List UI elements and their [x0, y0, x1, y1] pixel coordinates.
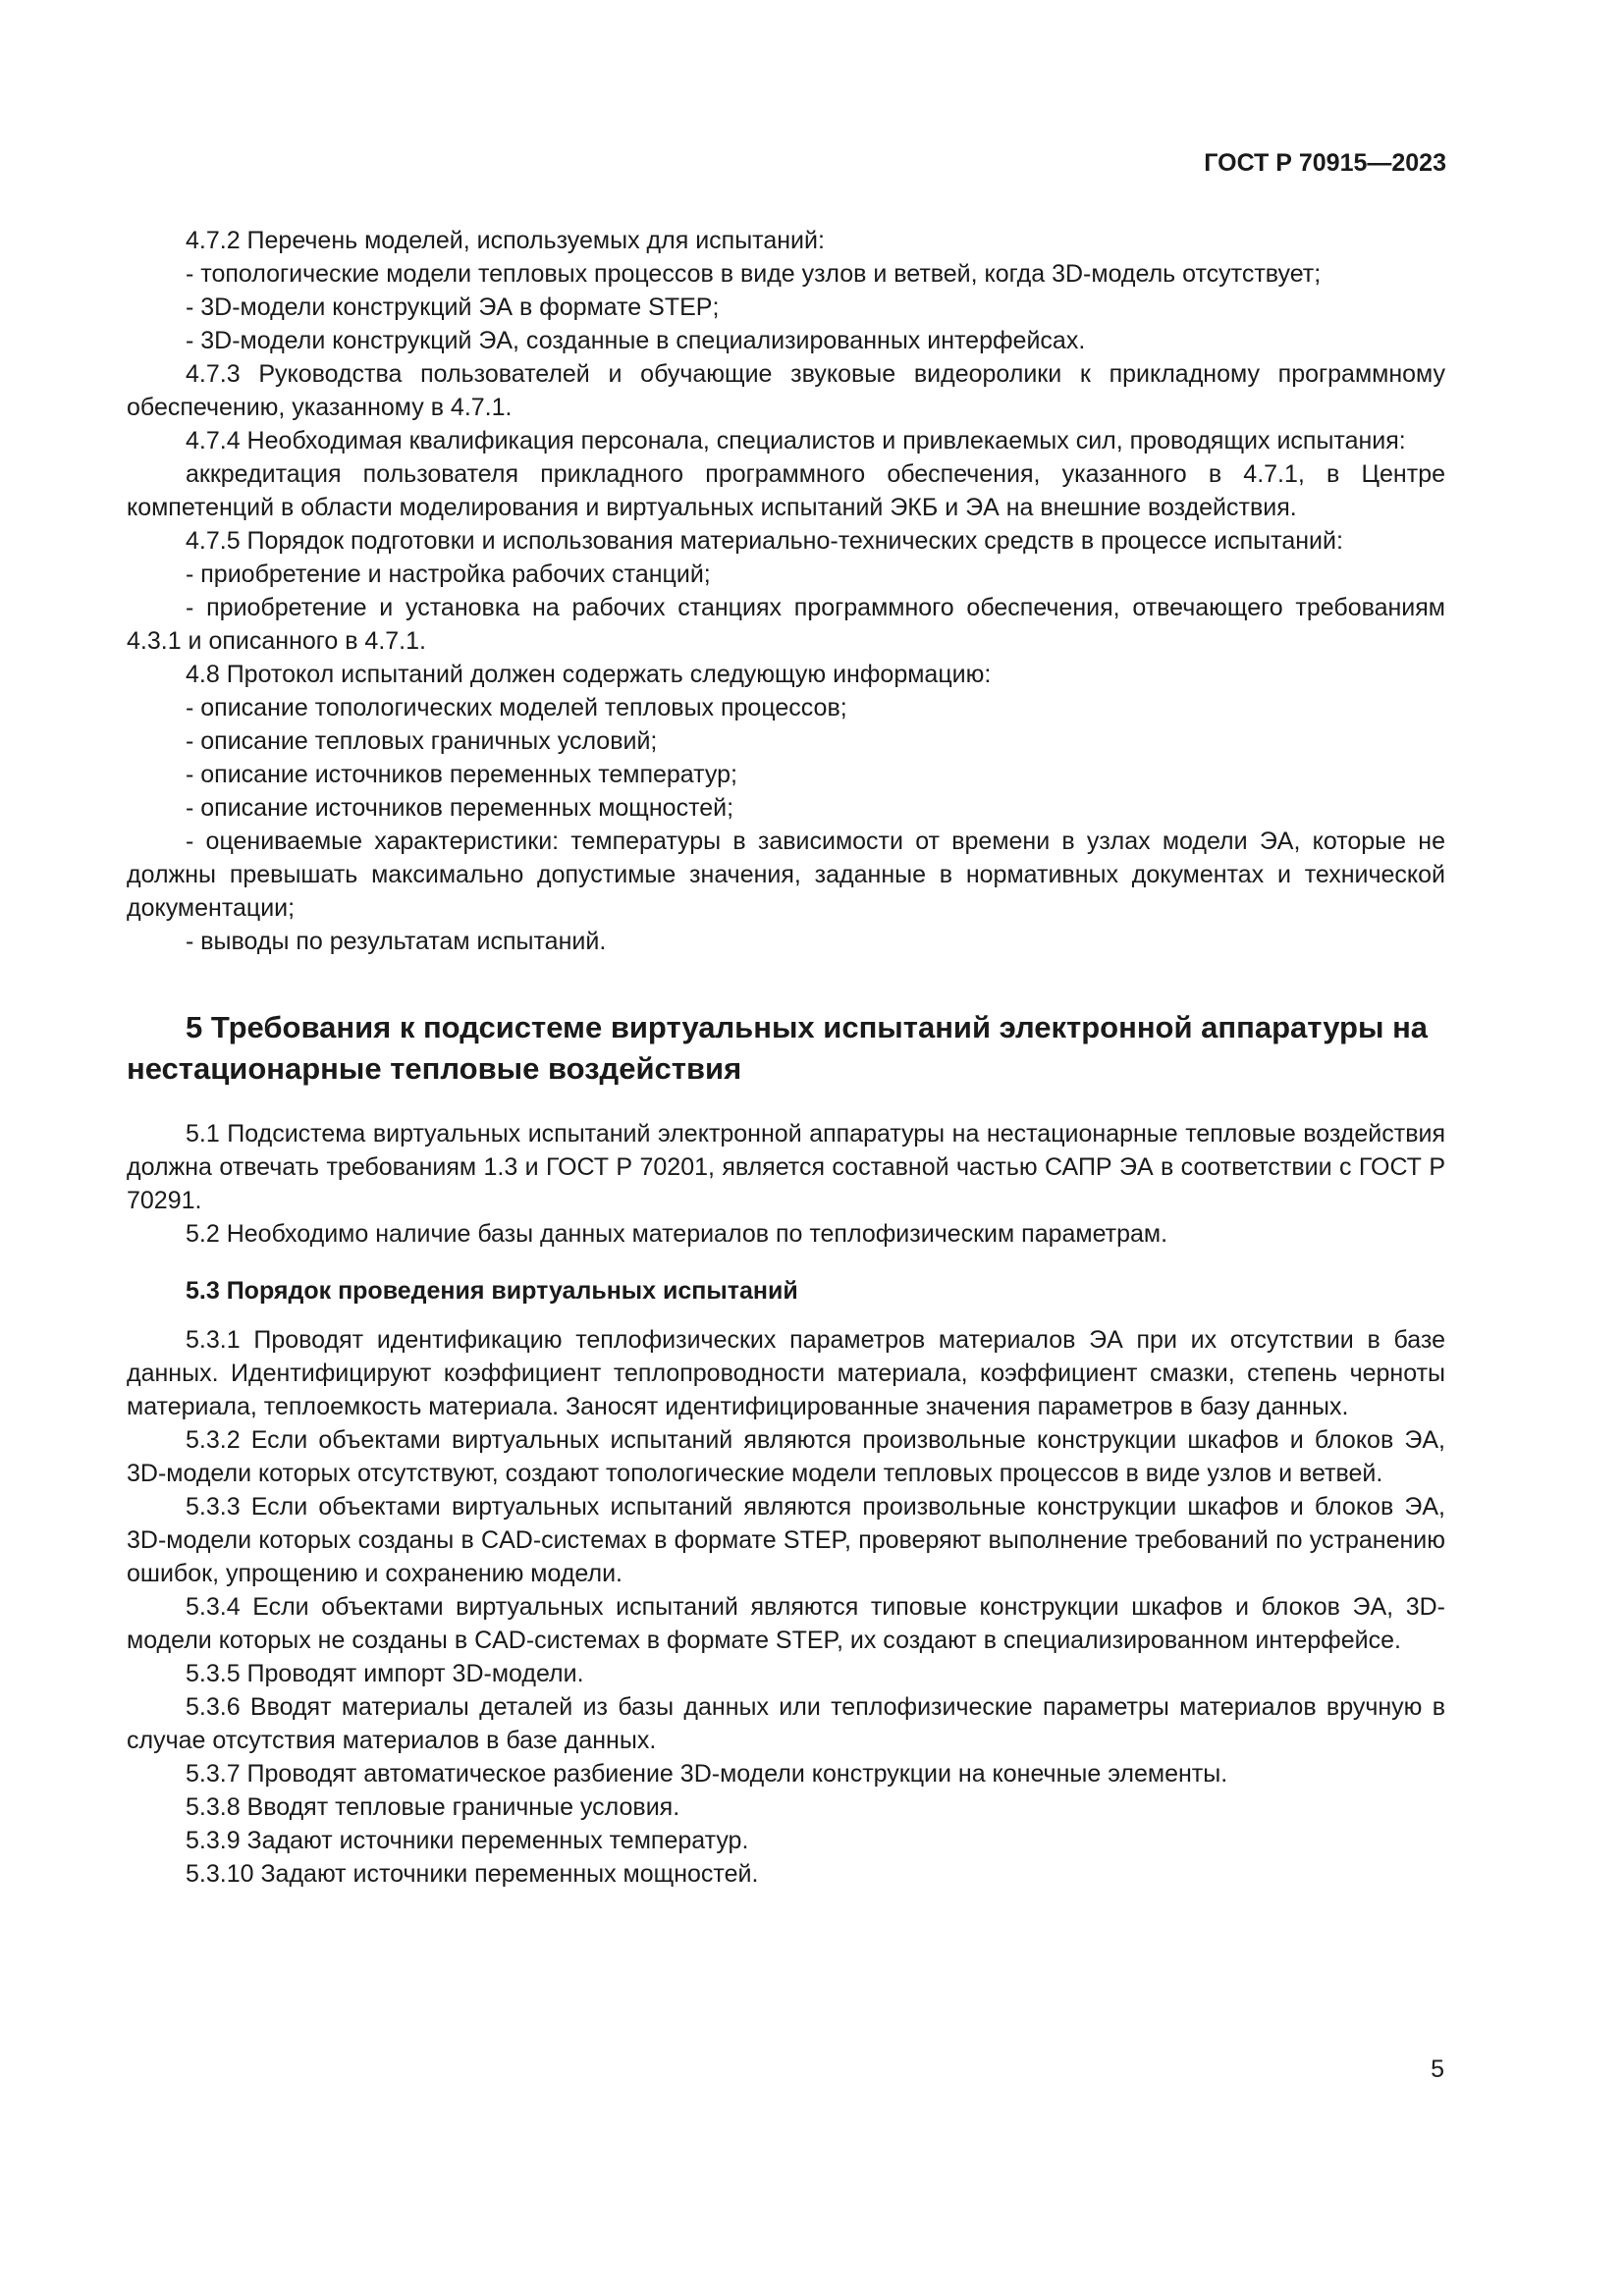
paragraph: - 3D-модели конструкций ЭА в формате STEP;: [186, 294, 720, 321]
paragraph: 4.7.5 Порядок подготовки и использования материально-технических средств в процессе испытаний:: [186, 527, 1343, 555]
paragraph: 4.7.4 Необходимая квалификация персонала, специалистов и привлекаемых сил, проводящих испытания:: [186, 427, 1406, 454]
paragraph: 5.3.3 Если объектами виртуальных испытаний являются произвольные конструкции шкафов и блоков ЭА, 3D-модели которых созданы в CAD-системах в формате STEP, проверяют выполнение требований по устранению ошибок, упрощению и сохранению модели.: [127, 1493, 1445, 1587]
paragraph: 5.3.4 Если объектами виртуальных испытаний являются типовые конструкции шкафов и блоков ЭА, 3D-модели которых не созданы в CAD-системах в формате STEP, их создают в специализированном интерфейсе.: [127, 1593, 1445, 1654]
paragraph: - приобретение и настройка рабочих станций;: [186, 561, 711, 588]
paragraph: 4.7.2 Перечень моделей, используемых для испытаний:: [186, 227, 825, 254]
subsection-heading: 5.3 Порядок проведения виртуальных испытаний: [186, 1277, 798, 1305]
paragraph: - описание источников переменных температур;: [186, 761, 737, 788]
paragraph: - выводы по результатам испытаний.: [186, 928, 607, 955]
paragraph: - оцениваемые характеристики: температуры в зависимости от времени в узлах модели ЭА, которые не должны превышать максимально допустимые значения, заданные в нормативных документах и технической документации;: [127, 828, 1445, 922]
paragraph: 5.3.7 Проводят автоматическое разбиение 3D-модели конструкции на конечные элементы.: [186, 1760, 1228, 1788]
paragraph: 5.3.1 Проводят идентификацию теплофизических параметров материалов ЭА при их отсутствии в базе данных. Идентифицируют коэффициент теплопроводности материала, коэффициент смазки, степень черноты материала, теплоемкость материала. Заносят идентифицированные значения параметров в базу данных.: [127, 1326, 1445, 1420]
paragraph: 5.3.8 Вводят тепловые граничные условия.: [186, 1793, 680, 1821]
document-body: [127, 224, 1445, 1891]
paragraph: - приобретение и установка на рабочих станциях программного обеспечения, отвечающего требованиям 4.3.1 и описанного в 4.7.1.: [127, 594, 1445, 655]
paragraph: 4.8 Протокол испытаний должен содержать следующую информацию:: [186, 661, 992, 688]
paragraph: 5.3.2 Если объектами виртуальных испытаний являются произвольные конструкции шкафов и блоков ЭА, 3D-модели которых отсутствуют, создают топологические модели тепловых процессов в виде узлов и ветвей.: [127, 1426, 1445, 1487]
paragraph: 5.3.9 Задают источники переменных температур.: [186, 1827, 749, 1854]
paragraph: 4.7.3 Руководства пользователей и обучающие звуковые видеоролики к прикладному программному обеспечению, указанному в 4.7.1.: [127, 360, 1445, 421]
paragraph: - описание топологических моделей тепловых процессов;: [186, 694, 847, 721]
paragraph: 5.3.5 Проводят импорт 3D-модели.: [186, 1660, 584, 1687]
paragraph: - описание источников переменных мощностей;: [186, 794, 734, 822]
paragraph: 5.2 Необходимо наличие базы данных материалов по теплофизическим параметрам.: [186, 1220, 1168, 1248]
paragraph: 5.1 Подсистема виртуальных испытаний электронной аппаратуры на нестационарные тепловые воздействия должна отвечать требованиям 1.3 и ГОСТ Р 70201, является составной частью САПР ЭА в соответствии с ГОСТ Р 70291.: [127, 1120, 1445, 1214]
section-heading: 5 Требования к подсистеме виртуальных испытаний электронной аппаратуры на нестационарные тепловые воздействия: [127, 1010, 1429, 1086]
paragraph: - топологические модели тепловых процессов в виде узлов и ветвей, когда 3D-модель отсутствует;: [186, 260, 1322, 288]
document-id: ГОСТ Р 70915—2023: [1204, 149, 1446, 177]
paragraph: 5.3.10 Задают источники переменных мощностей.: [186, 1860, 759, 1888]
paragraph: - 3D-модели конструкций ЭА, созданные в специализированных интерфейсах.: [186, 327, 1086, 354]
paragraph: 5.3.6 Вводят материалы деталей из базы данных или теплофизические параметры материалов вручную в случае отсутствия материалов в базе данных.: [127, 1693, 1445, 1754]
paragraph: аккредитация пользователя прикладного программного обеспечения, указанного в 4.7.1, в Центре компетенций в области моделирования и виртуальных испытаний ЭКБ и ЭА на внешние воздействия.: [127, 460, 1445, 521]
paragraph: - описание тепловых граничных условий;: [186, 727, 658, 755]
page-number: 5: [1431, 2056, 1444, 2083]
